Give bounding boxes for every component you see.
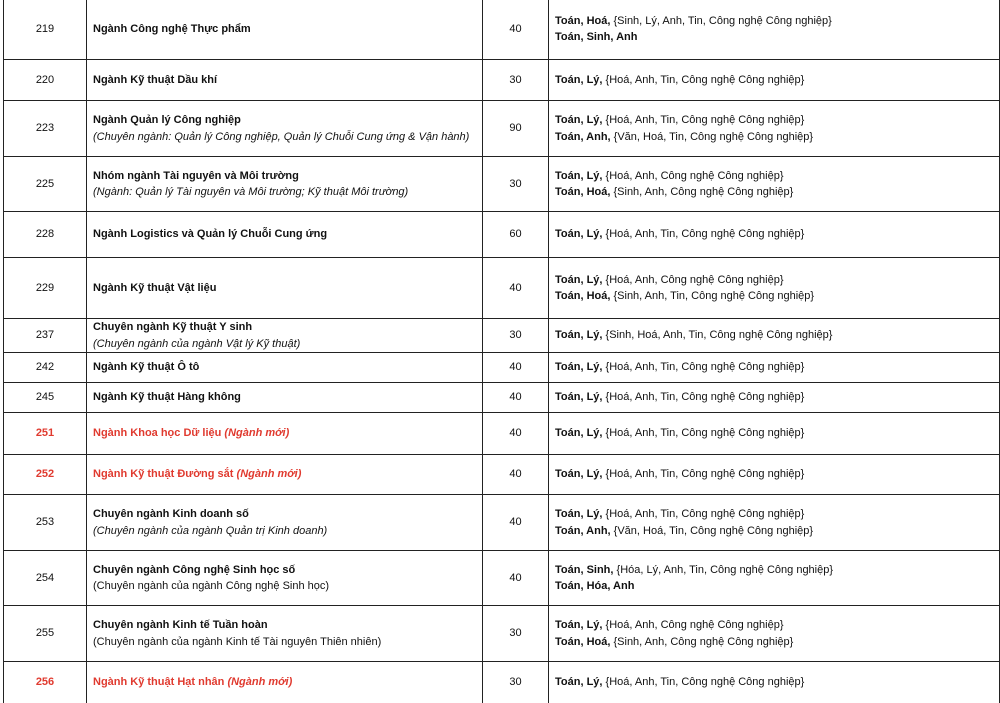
- major-cell: [87, 319, 483, 353]
- required-subjects: Toán, Sinh,: [555, 563, 614, 576]
- subject-combo: [555, 359, 993, 376]
- subject-combo: [555, 617, 993, 634]
- major-name: Ngành Quản lý Công nghiệp: [93, 114, 241, 126]
- major-name-line: [93, 319, 476, 336]
- quota: 30: [483, 60, 549, 101]
- major-code: 245: [4, 383, 87, 413]
- subject-combo: [555, 389, 993, 406]
- optional-subjects: {Hoá, Anh, Tin, Công nghệ Công nghiệp}: [605, 228, 805, 241]
- major-code: 229: [4, 258, 87, 319]
- subject-combo: [555, 72, 993, 89]
- optional-subjects: {Hoá, Anh, Công nghệ Công nghiệp}: [605, 273, 784, 286]
- new-major-label: (Ngành mới): [236, 468, 302, 481]
- subject-combo: [555, 288, 993, 305]
- subject-combo: [555, 634, 993, 651]
- subject-combo: [555, 13, 993, 30]
- subject-combo: [555, 168, 993, 185]
- subject-combo: [555, 184, 993, 201]
- required-subjects: Toán, Lý,: [555, 228, 603, 241]
- optional-subjects: {Hóa, Lý, Anh, Tin, Công nghệ Công nghiệp}: [616, 563, 834, 576]
- major-name: Chuyên ngành Kỹ thuật Y sinh: [93, 321, 253, 333]
- optional-subjects: {Hoá, Anh, Công nghệ Công nghiệp}: [605, 619, 784, 631]
- subject-combo: [555, 272, 993, 289]
- major-name: Ngành Kỹ thuật Đường sắt: [93, 468, 234, 481]
- subject-combos: [549, 212, 1000, 258]
- required-subjects: Toán, Lý,: [555, 619, 603, 631]
- major-name: Ngành Kỹ thuật Hàng không: [93, 391, 241, 404]
- subject-combos: [549, 353, 1000, 383]
- major-note: (Chuyên ngành: Quản lý Công nghiệp, Quản lý Chuỗi Cung ứng & Vận hành): [93, 130, 470, 143]
- subject-combo: [555, 523, 993, 540]
- major-code: 256: [4, 662, 87, 703]
- quota: 40: [483, 495, 549, 551]
- major-note: (Chuyên ngành của ngành Kinh tế Tài nguyên Thiên nhiên): [93, 635, 382, 648]
- required-subjects: Toán, Lý,: [555, 391, 603, 404]
- table-row: [4, 60, 1000, 101]
- major-name: Ngành Khoa học Dữ liệu: [93, 427, 222, 440]
- optional-subjects: {Hoá, Anh, Tin, Công nghệ Công nghiệp}: [605, 508, 805, 520]
- required-subjects: Toán, Lý,: [555, 114, 603, 126]
- subject-combos: [549, 455, 1000, 495]
- required-subjects: Toán, Hoá,: [555, 290, 611, 302]
- major-code: 228: [4, 212, 87, 258]
- major-code: 220: [4, 60, 87, 101]
- major-name: Ngành Kỹ thuật Ô tô: [93, 361, 200, 374]
- major-name-line: [93, 425, 476, 442]
- major-cell: [87, 101, 483, 157]
- subject-combos: [549, 495, 1000, 551]
- subject-combos: [549, 551, 1000, 606]
- required-subjects: Toán, Hoá,: [555, 186, 611, 198]
- table-row: [4, 212, 1000, 258]
- major-name-line: [93, 674, 476, 691]
- required-subjects: Toán, Anh,: [555, 524, 611, 537]
- new-major-label: (Ngành mới): [227, 676, 293, 689]
- required-subjects: Toán, Lý,: [555, 361, 603, 374]
- subject-combos: [549, 258, 1000, 319]
- subject-combos: [549, 157, 1000, 212]
- major-name: Chuyên ngành Kinh doanh số: [93, 508, 249, 520]
- subject-combo: [555, 466, 993, 483]
- table-row: [4, 606, 1000, 662]
- required-subjects: Toán, Anh,: [555, 130, 611, 143]
- subject-combos: [549, 606, 1000, 662]
- optional-subjects: {Hoá, Anh, Tin, Công nghệ Công nghiệp}: [605, 114, 805, 126]
- table-row: [4, 258, 1000, 319]
- major-cell: [87, 353, 483, 383]
- major-code: 252: [4, 455, 87, 495]
- major-cell: [87, 258, 483, 319]
- table-row: [4, 0, 1000, 60]
- major-cell: [87, 455, 483, 495]
- subject-combos: [549, 101, 1000, 157]
- subject-combo: [555, 578, 993, 595]
- quota: 40: [483, 353, 549, 383]
- subject-combo: [555, 425, 993, 442]
- major-cell: [87, 413, 483, 455]
- optional-subjects: {Hoá, Anh, Tin, Công nghệ Công nghiệp}: [605, 391, 805, 404]
- required-subjects: Toán, Hoá,: [555, 14, 611, 27]
- major-name-line: [93, 112, 476, 129]
- major-cell: [87, 495, 483, 551]
- required-subjects: Toán, Lý,: [555, 169, 603, 182]
- table-row: [4, 551, 1000, 606]
- optional-subjects: {Sinh, Anh, Tin, Công nghệ Công nghiệp}: [613, 290, 815, 302]
- major-name-line: [93, 21, 476, 38]
- subject-combo: [555, 226, 993, 243]
- table-row: [4, 353, 1000, 383]
- major-name: Ngành Kỹ thuật Vật liệu: [93, 281, 217, 294]
- optional-subjects: {Hoá, Anh, Tin, Công nghệ Công nghiệp}: [605, 676, 805, 689]
- subject-combo: [555, 29, 993, 46]
- quota: 40: [483, 0, 549, 60]
- subject-combo: [555, 562, 993, 579]
- major-cell: [87, 0, 483, 60]
- major-name-line: [93, 226, 476, 243]
- subject-combos: [549, 319, 1000, 353]
- quota: 40: [483, 258, 549, 319]
- optional-subjects: {Hoá, Anh, Tin, Công nghệ Công nghiệp}: [605, 468, 805, 481]
- major-cell: [87, 551, 483, 606]
- optional-subjects: {Sinh, Lý, Anh, Tin, Công nghệ Công nghiệp}: [613, 14, 832, 27]
- major-code: 253: [4, 495, 87, 551]
- quota: 40: [483, 551, 549, 606]
- major-code: 237: [4, 319, 87, 353]
- major-name: Chuyên ngành Công nghệ Sinh học số: [93, 563, 296, 576]
- quota: 40: [483, 383, 549, 413]
- optional-subjects: {Sinh, Hoá, Anh, Tin, Công nghệ Công nghiệp}: [605, 329, 833, 342]
- table-row: [4, 319, 1000, 353]
- required-subjects: Toán, Hoá,: [555, 635, 611, 648]
- quota: 40: [483, 413, 549, 455]
- table-row: [4, 157, 1000, 212]
- major-note: (Chuyên ngành của ngành Quản trị Kinh doanh): [93, 524, 328, 537]
- subject-combo: [555, 327, 993, 344]
- major-code: 255: [4, 606, 87, 662]
- optional-subjects: {Sinh, Anh, Công nghệ Công nghiệp}: [613, 635, 794, 648]
- major-note: (Chuyên ngành của ngành Vật lý Kỹ thuật): [93, 337, 301, 350]
- subject-combos: [549, 383, 1000, 413]
- optional-subjects: {Văn, Hoá, Tin, Công nghệ Công nghiệp}: [613, 130, 814, 143]
- major-name: Ngành Kỹ thuật Hạt nhân: [93, 676, 225, 689]
- major-code: 242: [4, 353, 87, 383]
- major-cell: [87, 606, 483, 662]
- major-cell: [87, 157, 483, 212]
- major-cell: [87, 60, 483, 101]
- required-subjects: Toán, Lý,: [555, 508, 603, 520]
- admission-table: [3, 0, 1000, 703]
- optional-subjects: {Văn, Hoá, Tin, Công nghệ Công nghiệp}: [613, 524, 814, 537]
- major-name-line: [93, 506, 476, 523]
- major-name-line: [93, 359, 476, 376]
- major-code: 225: [4, 157, 87, 212]
- subject-combos: [549, 662, 1000, 703]
- subject-combo: [555, 112, 993, 129]
- major-name-line: [93, 168, 476, 185]
- subject-combo: [555, 506, 993, 523]
- quota: 90: [483, 101, 549, 157]
- new-major-label: (Ngành mới): [224, 427, 290, 440]
- major-code: 254: [4, 551, 87, 606]
- optional-subjects: {Hoá, Anh, Tin, Công nghệ Công nghiệp}: [605, 427, 805, 440]
- optional-subjects: {Sinh, Anh, Công nghệ Công nghiệp}: [613, 186, 794, 198]
- table-row: [4, 383, 1000, 413]
- table-row: [4, 662, 1000, 703]
- table-row: [4, 101, 1000, 157]
- subject-combo: [555, 129, 993, 146]
- quota: 30: [483, 606, 549, 662]
- subject-combos: [549, 0, 1000, 60]
- table-row: [4, 495, 1000, 551]
- major-name: Chuyên ngành Kinh tế Tuần hoàn: [93, 619, 268, 631]
- major-name-line: [93, 562, 476, 579]
- required-subjects: Toán, Lý,: [555, 468, 603, 481]
- required-subjects: Toán, Hóa, Anh: [555, 580, 635, 592]
- table-row: [4, 413, 1000, 455]
- major-name: Ngành Logistics và Quản lý Chuỗi Cung ứng: [93, 228, 328, 241]
- major-name: Ngành Công nghệ Thực phẩm: [93, 22, 251, 35]
- quota: 30: [483, 662, 549, 703]
- optional-subjects: {Hoá, Anh, Công nghệ Công nghiệp}: [605, 169, 784, 182]
- quota: 60: [483, 212, 549, 258]
- quota: 30: [483, 157, 549, 212]
- major-name-line: [93, 617, 476, 634]
- major-name-line: [93, 389, 476, 406]
- required-subjects: Toán, Lý,: [555, 329, 603, 342]
- subject-combos: [549, 413, 1000, 455]
- optional-subjects: {Hoá, Anh, Tin, Công nghệ Công nghiệp}: [605, 361, 805, 374]
- major-cell: [87, 212, 483, 258]
- required-subjects: Toán, Lý,: [555, 676, 603, 689]
- table-row: [4, 455, 1000, 495]
- required-subjects: Toán, Sinh, Anh: [555, 31, 638, 43]
- major-name: Ngành Kỹ thuật Dầu khí: [93, 73, 218, 86]
- major-cell: [87, 662, 483, 703]
- quota: 30: [483, 319, 549, 353]
- major-note: (Ngành: Quản lý Tài nguyên và Môi trường; Kỹ thuật Môi trường): [93, 186, 409, 198]
- major-note: (Chuyên ngành của ngành Công nghệ Sinh học): [93, 580, 330, 592]
- major-cell: [87, 383, 483, 413]
- table-body: [4, 0, 1000, 703]
- major-name-line: [93, 72, 476, 89]
- subject-combos: [549, 60, 1000, 101]
- major-code: 223: [4, 101, 87, 157]
- required-subjects: Toán, Lý,: [555, 273, 603, 286]
- quota: 40: [483, 455, 549, 495]
- major-code: 219: [4, 0, 87, 60]
- major-name-line: [93, 466, 476, 483]
- required-subjects: Toán, Lý,: [555, 427, 603, 440]
- major-code: 251: [4, 413, 87, 455]
- major-name-line: [93, 280, 476, 297]
- required-subjects: Toán, Lý,: [555, 73, 603, 86]
- optional-subjects: {Hoá, Anh, Tin, Công nghệ Công nghiệp}: [605, 73, 805, 86]
- subject-combo: [555, 674, 993, 691]
- major-name: Nhóm ngành Tài nguyên và Môi trường: [93, 169, 299, 182]
